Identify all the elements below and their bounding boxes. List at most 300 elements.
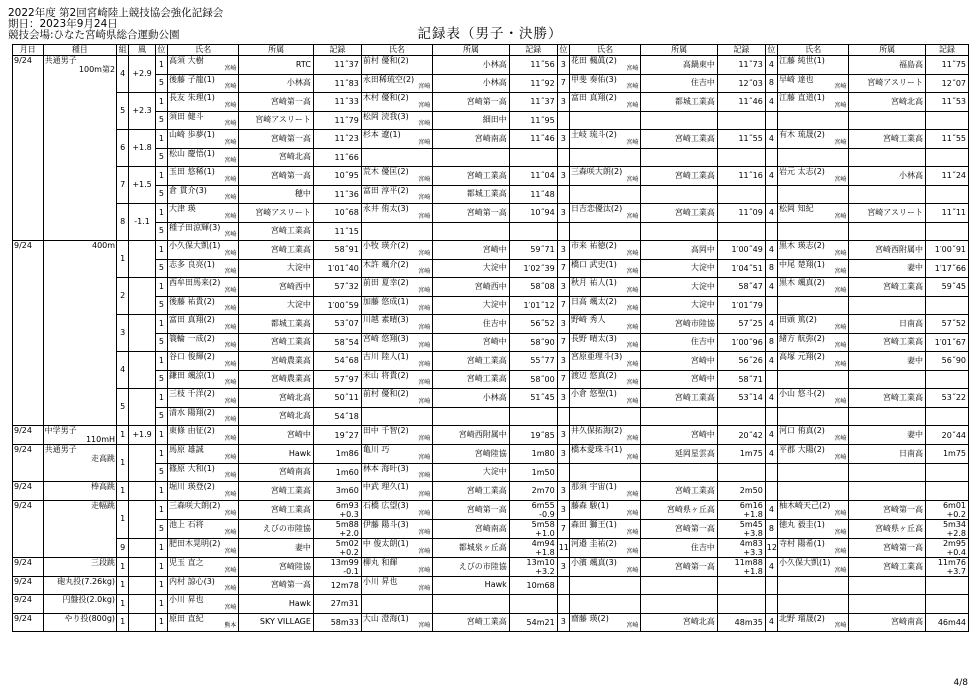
result-mark: 6m16 bbox=[739, 500, 763, 510]
heat-number: 4 bbox=[117, 352, 129, 389]
affiliation-cell: 宮崎工業高 bbox=[849, 333, 926, 352]
athlete-cell bbox=[569, 426, 640, 445]
table-row bbox=[13, 426, 969, 445]
result-wind: +3.7 bbox=[946, 566, 966, 576]
athlete-name: 小川 昇也 bbox=[169, 595, 204, 604]
result-cell bbox=[313, 463, 361, 482]
athlete-cell bbox=[168, 595, 239, 614]
affiliation-cell: 小林高 bbox=[849, 167, 926, 186]
result-mark: 56˝26 bbox=[738, 356, 763, 366]
athlete-cell bbox=[778, 93, 849, 112]
place-cell: 4 bbox=[765, 500, 777, 519]
affiliation-cell bbox=[849, 185, 926, 204]
result-mark: 1′01˝79 bbox=[731, 300, 763, 310]
heat-number: 1 bbox=[117, 595, 129, 614]
affiliation-cell: 大淀中 bbox=[433, 296, 510, 315]
athlete-cell bbox=[361, 445, 432, 464]
affiliation-cell: 宮崎アスリート bbox=[849, 74, 926, 93]
athlete-cell bbox=[778, 538, 849, 557]
result-cell bbox=[925, 148, 968, 167]
place-cell: 1 bbox=[155, 482, 167, 501]
affiliation-cell: 宮崎西附属中 bbox=[433, 426, 510, 445]
result-mark: 11˝79 bbox=[334, 115, 359, 125]
date-cell: 9/24 bbox=[13, 482, 44, 501]
table-row bbox=[13, 500, 969, 519]
result-cell bbox=[509, 407, 557, 426]
result-mark: 11˝66 bbox=[334, 152, 359, 162]
athlete-cell bbox=[361, 576, 432, 595]
athlete-cell bbox=[361, 56, 432, 75]
athlete-prefecture: 宮崎 bbox=[626, 83, 639, 90]
event-category: 中学男子 bbox=[44, 426, 77, 435]
event-name: 110mH bbox=[85, 435, 116, 444]
result-mark: 11˝36 bbox=[334, 189, 359, 199]
result-mark: 20˝42 bbox=[738, 430, 763, 440]
result-mark: 58˝47 bbox=[738, 282, 763, 292]
wind-reading: +2.9 bbox=[129, 56, 156, 93]
affiliation-cell: 大淀中 bbox=[239, 296, 313, 315]
athlete-name: 藤森 駿(1) bbox=[570, 500, 609, 510]
athlete-name: 花田 楓眞(2) bbox=[570, 56, 617, 65]
affiliation-cell: 福島高 bbox=[849, 56, 926, 75]
place-cell: 3 bbox=[557, 167, 569, 186]
athlete-name: 高須 大樹 bbox=[169, 56, 204, 65]
result-cell bbox=[717, 315, 765, 334]
place-cell: 3 bbox=[557, 482, 569, 501]
place-cell: 1 bbox=[155, 445, 167, 464]
place-cell: 1 bbox=[155, 167, 167, 186]
affiliation-cell bbox=[849, 463, 926, 482]
affiliation-cell: 宮崎北高 bbox=[849, 93, 926, 112]
result-mark: 11m76 bbox=[937, 557, 966, 567]
athlete-name: 早崎 達也 bbox=[779, 74, 814, 84]
athlete-name: 簑輪 一成(2) bbox=[169, 333, 215, 343]
affiliation-cell bbox=[433, 148, 510, 167]
affiliation-cell bbox=[641, 576, 718, 595]
place-cell: 5 bbox=[155, 185, 167, 204]
athlete-prefecture: 宮崎 bbox=[626, 566, 639, 574]
athlete-name: 河邉 圭祐(2) bbox=[570, 538, 617, 548]
wind-reading bbox=[129, 241, 156, 278]
table-row bbox=[13, 463, 969, 482]
affiliation-cell bbox=[433, 407, 510, 426]
result-mark: 48m35 bbox=[734, 617, 763, 627]
result-mark: 11˝37 bbox=[530, 97, 555, 107]
athlete-cell bbox=[361, 519, 432, 538]
event-cell bbox=[43, 613, 116, 632]
athlete-name: 大津 瑛 bbox=[169, 204, 196, 213]
athlete-cell bbox=[569, 241, 640, 260]
athlete-cell bbox=[569, 407, 640, 426]
place-cell bbox=[765, 148, 777, 167]
affiliation-cell: 宮崎農業高 bbox=[239, 352, 313, 371]
affiliation-cell: 穂中 bbox=[239, 185, 313, 204]
athlete-cell bbox=[778, 167, 849, 186]
table-row bbox=[13, 148, 969, 167]
athlete-cell bbox=[361, 613, 432, 632]
result-cell bbox=[509, 241, 557, 260]
athlete-name: 松岡 知紀 bbox=[779, 204, 814, 213]
result-cell bbox=[925, 204, 968, 223]
result-mark: 6m55 bbox=[531, 500, 555, 510]
athlete-prefecture: 宮崎 bbox=[224, 490, 237, 498]
athlete-cell bbox=[569, 333, 640, 352]
affiliation-cell bbox=[433, 222, 510, 241]
athlete-cell bbox=[569, 259, 640, 278]
affiliation-cell: 延岡星雲高 bbox=[641, 445, 718, 464]
result-mark: 1′17˝66 bbox=[934, 263, 966, 273]
athlete-cell bbox=[168, 222, 239, 241]
date-cell: 9/24 bbox=[13, 56, 44, 241]
affiliation-cell: 妻中 bbox=[239, 538, 313, 557]
result-cell bbox=[313, 538, 361, 557]
heat-number: 9 bbox=[117, 538, 129, 557]
athlete-cell bbox=[168, 407, 239, 426]
result-cell bbox=[509, 74, 557, 93]
result-cell bbox=[717, 259, 765, 278]
place-cell: 5 bbox=[155, 74, 167, 93]
athlete-cell bbox=[361, 93, 432, 112]
result-mark: 10˝94 bbox=[530, 208, 555, 218]
result-cell bbox=[925, 222, 968, 241]
affiliation-cell: Hawk bbox=[239, 595, 313, 614]
place-cell: 1 bbox=[155, 613, 167, 632]
place-cell bbox=[557, 222, 569, 241]
affiliation-cell: 細田中 bbox=[433, 111, 510, 130]
athlete-prefecture: 宮崎 bbox=[834, 268, 847, 275]
place-cell: 4 bbox=[765, 426, 777, 445]
event-cell bbox=[43, 56, 116, 241]
athlete-prefecture: 宮崎 bbox=[224, 212, 237, 220]
athlete-name: 有木 琉晟(2) bbox=[779, 130, 825, 139]
table-row bbox=[13, 445, 969, 464]
place-cell: 4 bbox=[765, 315, 777, 334]
athlete-name: 中尾 楚翔(1) bbox=[779, 259, 825, 269]
date-cell: 9/24 bbox=[13, 500, 44, 557]
place-cell: 5 bbox=[155, 370, 167, 389]
result-cell bbox=[925, 111, 968, 130]
athlete-prefecture: 宮崎 bbox=[626, 435, 639, 442]
athlete-cell bbox=[778, 557, 849, 576]
affiliation-cell: 宮崎農業高 bbox=[239, 370, 313, 389]
affiliation-cell: 高鍋東中 bbox=[641, 56, 718, 75]
athlete-cell bbox=[778, 519, 849, 538]
athlete-cell bbox=[168, 482, 239, 501]
athlete-prefecture: 宮崎 bbox=[418, 194, 431, 201]
athlete-cell bbox=[569, 204, 640, 223]
athlete-cell bbox=[168, 557, 239, 576]
athlete-name: 黒木 颯真(2) bbox=[779, 278, 825, 287]
athlete-cell bbox=[569, 74, 640, 93]
result-mark: 12m78 bbox=[330, 580, 359, 590]
affiliation-cell: 宮崎第一高 bbox=[433, 500, 510, 519]
athlete-cell bbox=[569, 130, 640, 149]
result-mark: 5m34 bbox=[942, 519, 966, 529]
affiliation-cell: 宮崎中 bbox=[433, 333, 510, 352]
athlete-prefecture: 宮崎 bbox=[418, 509, 431, 517]
wind-reading bbox=[129, 278, 156, 315]
result-mark: 1′00˝49 bbox=[731, 245, 763, 255]
athlete-cell bbox=[361, 74, 432, 93]
athlete-prefecture: 宮崎 bbox=[224, 286, 237, 294]
place-cell: 3 bbox=[557, 241, 569, 260]
affiliation-cell bbox=[641, 222, 718, 241]
affiliation-cell: 宮崎第一高 bbox=[239, 167, 313, 186]
affiliation-cell: 住吉中 bbox=[641, 74, 718, 93]
result-cell bbox=[313, 519, 361, 538]
result-wind: +0.2 bbox=[946, 509, 966, 519]
athlete-name: 三森咲大朗(2) bbox=[570, 167, 623, 176]
place-cell bbox=[765, 576, 777, 595]
place-cell: 5 bbox=[155, 222, 167, 241]
place-cell: 3 bbox=[557, 93, 569, 112]
result-mark: 11˝83 bbox=[334, 78, 359, 88]
affiliation-cell: 都城工業高 bbox=[641, 93, 718, 112]
result-cell bbox=[717, 576, 765, 595]
athlete-cell bbox=[569, 557, 640, 576]
athlete-cell bbox=[361, 595, 432, 614]
athlete-prefecture: 宮崎 bbox=[626, 101, 639, 109]
place-cell: 4 bbox=[765, 389, 777, 408]
affiliation-cell: 宮崎工業高 bbox=[849, 557, 926, 576]
athlete-name: 平郡 大陽(2) bbox=[779, 445, 825, 454]
athlete-name: 前田 夏幸(2) bbox=[362, 278, 409, 287]
athlete-cell bbox=[778, 445, 849, 464]
athlete-cell bbox=[361, 148, 432, 167]
result-cell bbox=[925, 613, 968, 632]
affiliation-cell: 宮崎西中 bbox=[239, 278, 313, 297]
place-cell: 1 bbox=[155, 56, 167, 75]
athlete-name: 柳丸 和輝 bbox=[362, 557, 398, 567]
athlete-cell bbox=[569, 595, 640, 614]
athlete-prefecture: 宮崎 bbox=[224, 472, 237, 479]
heat-number: 7 bbox=[117, 167, 129, 204]
column-header: 氏名 bbox=[168, 45, 239, 56]
athlete-name: 池上 石将 bbox=[169, 519, 204, 529]
athlete-prefecture: 宮崎 bbox=[418, 472, 431, 479]
affiliation-cell: 日南高 bbox=[849, 315, 926, 334]
result-cell bbox=[509, 370, 557, 389]
athlete-prefecture: 宮崎 bbox=[224, 547, 237, 555]
heat-number: 4 bbox=[117, 56, 129, 93]
event-cell bbox=[43, 445, 116, 482]
table-row bbox=[13, 519, 969, 538]
affiliation-cell bbox=[849, 576, 926, 595]
result-mark: 10m68 bbox=[526, 580, 555, 590]
affiliation-cell: 宮崎北高 bbox=[239, 389, 313, 408]
date-cell: 9/24 bbox=[13, 241, 44, 426]
result-cell bbox=[925, 576, 968, 595]
result-wind: +3.8 bbox=[743, 528, 763, 538]
athlete-name: 鎌田 颯涼(1) bbox=[169, 370, 215, 380]
result-cell bbox=[925, 595, 968, 614]
affiliation-cell: 大淀中 bbox=[433, 463, 510, 482]
affiliation-cell: 宮崎第一高 bbox=[849, 538, 926, 557]
affiliation-cell bbox=[641, 185, 718, 204]
event-cell bbox=[43, 426, 116, 445]
meet-date: 期日：2023年9月24日 bbox=[8, 18, 118, 30]
heat-number: 5 bbox=[117, 93, 129, 130]
result-mark: 54˝18 bbox=[334, 411, 359, 421]
table-row bbox=[13, 185, 969, 204]
athlete-name: 松山 慶悟(1) bbox=[169, 148, 215, 158]
affiliation-cell bbox=[849, 222, 926, 241]
athlete-cell bbox=[778, 389, 849, 408]
athlete-prefecture: 宮崎 bbox=[834, 435, 847, 442]
athlete-cell bbox=[361, 463, 432, 482]
table-row bbox=[13, 407, 969, 426]
athlete-cell bbox=[168, 167, 239, 186]
result-mark: 11˝37 bbox=[334, 60, 359, 70]
affiliation-cell bbox=[849, 407, 926, 426]
athlete-prefecture: 宮崎 bbox=[626, 397, 639, 405]
affiliation-cell: 宮崎第一高 bbox=[641, 519, 718, 538]
place-cell: 4 bbox=[765, 93, 777, 112]
result-cell bbox=[925, 167, 968, 186]
athlete-name: 川越 素晴(3) bbox=[362, 315, 409, 324]
result-mark: 1′00˝91 bbox=[934, 245, 966, 255]
result-mark: 1′01˝12 bbox=[523, 300, 555, 310]
athlete-name: 緒方 航弥(2) bbox=[779, 333, 825, 343]
result-cell bbox=[313, 352, 361, 371]
event-category: 共通男子 bbox=[44, 56, 77, 65]
result-cell bbox=[717, 111, 765, 130]
affiliation-cell: Hawk bbox=[433, 576, 510, 595]
athlete-name: 富田 淳平(2) bbox=[362, 185, 409, 195]
athlete-name: 種子田涼輝(3) bbox=[169, 222, 221, 232]
athlete-name: 小久保大凱(1) bbox=[779, 557, 831, 567]
place-cell: 3 bbox=[557, 130, 569, 149]
column-header: 氏名 bbox=[361, 45, 432, 56]
athlete-prefecture: 宮崎 bbox=[834, 528, 847, 536]
result-mark: 20˝44 bbox=[941, 430, 966, 440]
results-table bbox=[12, 44, 969, 632]
date-cell: 9/24 bbox=[13, 426, 44, 445]
athlete-prefecture: 宮崎 bbox=[834, 138, 847, 146]
athlete-prefecture: 宮崎 bbox=[418, 138, 431, 146]
affiliation-cell: 宮崎工業高 bbox=[433, 370, 510, 389]
athlete-cell bbox=[569, 389, 640, 408]
place-cell: 3 bbox=[557, 613, 569, 632]
athlete-name: 河口 侑真(2) bbox=[779, 426, 825, 435]
column-header: 月日 bbox=[13, 45, 44, 56]
athlete-prefecture: 宮崎 bbox=[224, 509, 237, 517]
event-name: 砲丸投(7.26kg) bbox=[57, 576, 116, 586]
table-row bbox=[13, 56, 969, 75]
affiliation-cell: 宮崎工業高 bbox=[239, 500, 313, 519]
result-mark: 11˝23 bbox=[334, 134, 359, 144]
result-mark: 1′00˝96 bbox=[731, 337, 763, 347]
athlete-prefecture: 宮崎 bbox=[418, 397, 431, 405]
result-cell bbox=[313, 389, 361, 408]
place-cell: 1 bbox=[155, 426, 167, 445]
column-header: 所属 bbox=[433, 45, 510, 56]
result-cell bbox=[717, 538, 765, 557]
place-cell: 1 bbox=[155, 500, 167, 519]
athlete-prefecture: 宮崎 bbox=[834, 212, 847, 220]
athlete-name: 永田稀琉空(2) bbox=[362, 74, 415, 84]
place-cell: 1 bbox=[155, 557, 167, 576]
athlete-name: 伊藤 陽斗(3) bbox=[362, 519, 409, 529]
result-cell bbox=[925, 278, 968, 297]
athlete-cell bbox=[168, 74, 239, 93]
athlete-cell bbox=[168, 370, 239, 389]
athlete-cell bbox=[778, 500, 849, 519]
table-row bbox=[13, 315, 969, 334]
result-cell bbox=[509, 259, 557, 278]
athlete-prefecture: 宮崎 bbox=[418, 622, 431, 629]
athlete-prefecture: 宮崎 bbox=[224, 101, 237, 109]
place-cell bbox=[557, 463, 569, 482]
athlete-name: 東條 由征(2) bbox=[169, 426, 215, 435]
affiliation-cell: 宮崎工業高 bbox=[433, 482, 510, 501]
wind-reading bbox=[129, 389, 156, 426]
athlete-cell bbox=[778, 204, 849, 223]
athlete-prefecture: 宮崎 bbox=[626, 286, 639, 294]
result-cell bbox=[925, 259, 968, 278]
place-cell: 7 bbox=[557, 74, 569, 93]
result-cell bbox=[313, 130, 361, 149]
result-cell bbox=[509, 130, 557, 149]
athlete-cell bbox=[569, 500, 640, 519]
place-cell: 4 bbox=[765, 167, 777, 186]
athlete-cell bbox=[361, 241, 432, 260]
result-mark: 11˝09 bbox=[738, 208, 763, 218]
affiliation-cell bbox=[849, 482, 926, 501]
event-cell bbox=[43, 241, 116, 426]
athlete-prefecture: 宮崎 bbox=[224, 64, 237, 72]
result-mark: 11˝16 bbox=[738, 171, 763, 181]
athlete-name: 小濱 颯真(3) bbox=[570, 557, 617, 567]
result-mark: 57˝97 bbox=[334, 374, 359, 384]
place-cell: 1 bbox=[155, 241, 167, 260]
result-cell bbox=[717, 352, 765, 371]
result-mark: 54˝68 bbox=[334, 356, 359, 366]
athlete-name: 亀川 巧 bbox=[362, 445, 390, 454]
athlete-cell bbox=[361, 482, 432, 501]
heat-number: 1 bbox=[117, 557, 129, 576]
athlete-name: 児玉 直之 bbox=[169, 557, 204, 567]
athlete-name: 齋藤 瑛(2) bbox=[570, 613, 609, 623]
result-mark: 56˝90 bbox=[941, 356, 966, 366]
affiliation-cell bbox=[641, 111, 718, 130]
result-cell bbox=[925, 445, 968, 464]
result-wind: +0.2 bbox=[339, 547, 359, 557]
affiliation-cell: RTC bbox=[239, 56, 313, 75]
athlete-cell bbox=[168, 576, 239, 595]
athlete-name: 木許 颯介(2) bbox=[362, 259, 409, 269]
athlete-cell bbox=[168, 352, 239, 371]
table-row bbox=[13, 538, 969, 557]
result-cell bbox=[509, 185, 557, 204]
result-mark: 58˝90 bbox=[530, 337, 555, 347]
result-mark: 54m21 bbox=[526, 617, 555, 627]
event-name: 走高跳 bbox=[91, 454, 116, 463]
affiliation-cell: 宮崎中 bbox=[641, 370, 718, 389]
wind-reading: +1.5 bbox=[129, 167, 156, 204]
affiliation-cell bbox=[849, 595, 926, 614]
athlete-cell bbox=[778, 370, 849, 389]
column-header: 記録 bbox=[509, 45, 557, 56]
wind-reading bbox=[129, 613, 156, 632]
result-cell bbox=[925, 426, 968, 445]
athlete-name: 江藤 直道(1) bbox=[779, 93, 825, 102]
affiliation-cell: 宮崎工業高 bbox=[641, 204, 718, 223]
result-cell bbox=[313, 56, 361, 75]
place-cell: 1 bbox=[155, 93, 167, 112]
result-cell bbox=[509, 222, 557, 241]
athlete-cell bbox=[778, 111, 849, 130]
